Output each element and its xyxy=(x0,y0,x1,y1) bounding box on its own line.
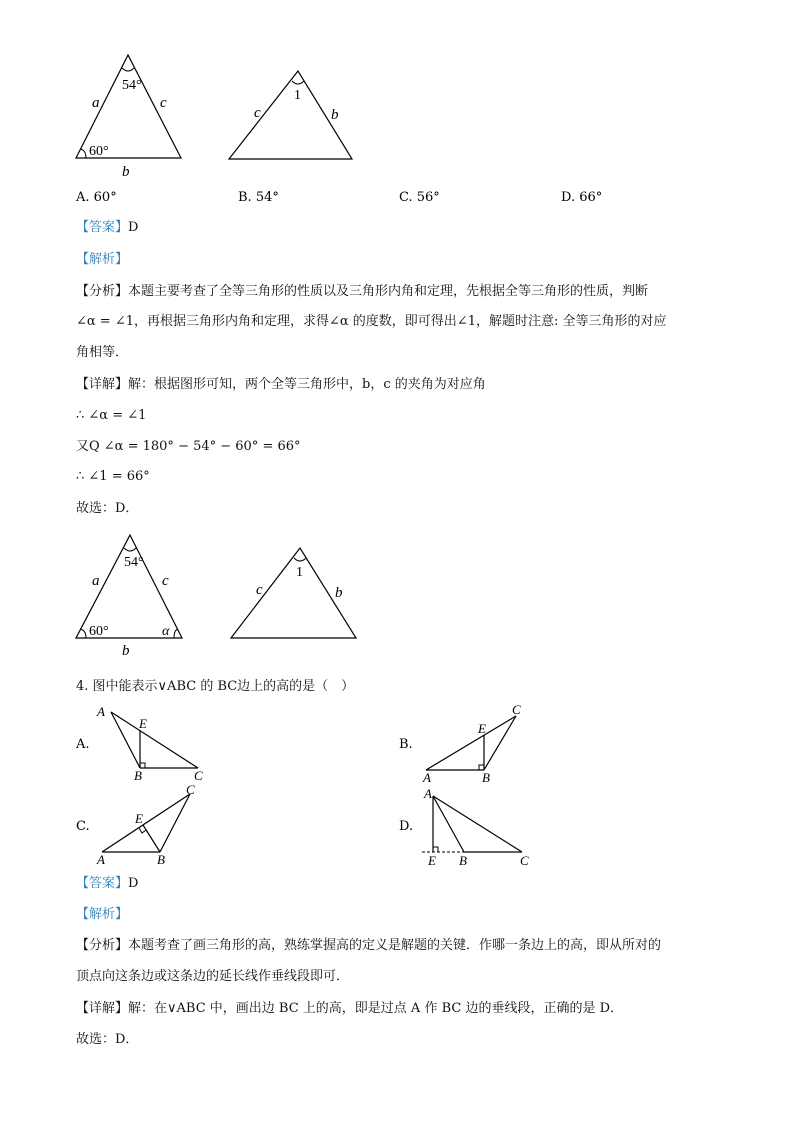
side-label-c: c xyxy=(162,573,169,589)
point-label-e: E xyxy=(135,811,143,826)
q4-figure-d xyxy=(418,784,542,870)
option-c: C. 56° xyxy=(399,190,440,205)
point-label-c: C xyxy=(512,702,521,717)
point-label-c: C xyxy=(194,768,203,783)
fenxi-text-1: 本题主要考查了全等三角形的性质以及三角形内角和定理，先根据全等三角形的性质，判断 xyxy=(128,284,649,299)
fenxi-line-2: ∠α = ∠1，再根据三角形内角和定理，求得∠α 的度数，即可得出∠1，解题时注意: 全等三角形的对应 xyxy=(76,314,667,329)
option-a: A. 60° xyxy=(76,190,117,205)
q4-analysis-tag: 【解析】 xyxy=(76,907,129,922)
side-label-b: b xyxy=(331,107,339,123)
point-label-b: B xyxy=(459,853,467,868)
side-label-b: b xyxy=(122,164,130,180)
side-label-b: b xyxy=(122,643,130,659)
q4-figure-b xyxy=(418,700,538,786)
figure-triangle-3 xyxy=(70,530,200,662)
option-b: B. 54° xyxy=(238,190,279,205)
point-label-b: B xyxy=(134,768,142,783)
figure-triangle-1 xyxy=(70,50,200,182)
step-2: 又Q ∠α = 180° − 54° − 60° = 66° xyxy=(76,439,301,454)
q4-option-b-label: B. xyxy=(399,737,413,752)
angle-label-1: 1 xyxy=(294,88,301,103)
angle-label-1: 1 xyxy=(296,565,303,580)
angle-label-60: 60° xyxy=(89,144,109,159)
point-label-a: A xyxy=(97,852,105,867)
q4-conclusion: 故选：D． xyxy=(76,1032,139,1047)
question-4: 4. 图中能表示∨ABC 的 BC边上的高的是（ ） xyxy=(76,679,355,694)
answer-line xyxy=(76,219,138,237)
detail-tag: 【详解】 xyxy=(76,1001,129,1016)
figure-triangle-4 xyxy=(224,542,364,646)
point-label-a: A xyxy=(97,704,105,719)
side-label-a: a xyxy=(92,95,100,111)
q4-fenxi-line-2: 顶点向这条边或这条边的延长线作垂线段即可． xyxy=(76,969,350,984)
step-1: ∴ ∠α = ∠1 xyxy=(76,408,147,423)
q4-figure-a xyxy=(92,700,212,786)
detail-text-1: 解：根据图形可知，两个全等三角形中，b，c 的夹角为对应角 xyxy=(128,377,486,392)
angle-label-54: 54° xyxy=(124,555,144,570)
step-3: ∴ ∠1 = 66° xyxy=(76,469,150,484)
q4-option-d-label: D. xyxy=(399,819,414,834)
option-d: D. 66° xyxy=(561,190,603,205)
fenxi-tag: 【分析】 xyxy=(76,938,129,953)
point-label-c: C xyxy=(186,782,195,797)
answer-value: D xyxy=(128,220,139,235)
q4-option-c-label: C. xyxy=(76,819,90,834)
q4-detail-line-1 xyxy=(76,1000,623,1018)
q4-fenxi-line-1 xyxy=(76,937,661,955)
angle-label-60: 60° xyxy=(89,624,109,639)
analysis-tag: 【解析】 xyxy=(76,252,129,267)
side-label-a: a xyxy=(92,573,100,589)
q4-figure-c xyxy=(92,782,212,870)
angle-label-alpha: α xyxy=(162,624,170,639)
fenxi-line-1 xyxy=(76,283,648,301)
fenxi-tag: 【分析】 xyxy=(76,284,129,299)
point-label-c: C xyxy=(520,853,529,868)
fenxi-line-3: 角相等． xyxy=(76,345,129,360)
point-label-b: B xyxy=(157,852,165,867)
side-label-b: b xyxy=(335,585,343,601)
point-label-b: B xyxy=(482,770,490,785)
detail-line-1 xyxy=(76,376,486,394)
point-label-e: E xyxy=(428,853,436,868)
side-label-c: c xyxy=(160,95,167,111)
point-label-e: E xyxy=(139,716,147,731)
point-label-e: E xyxy=(478,721,486,736)
answer-tag: 【答案】 xyxy=(76,876,129,891)
answer-value: D xyxy=(128,876,139,891)
angle-label-54: 54° xyxy=(122,78,142,93)
side-label-c: c xyxy=(256,582,263,598)
conclusion: 故选：D． xyxy=(76,501,139,516)
point-label-a: A xyxy=(423,770,431,785)
detail-tag: 【详解】 xyxy=(76,377,129,392)
point-label-a: A xyxy=(424,786,432,801)
figure-triangle-2 xyxy=(222,64,362,164)
q4-option-a-label: A. xyxy=(76,737,90,752)
detail-text-1: 解：在∨ABC 中，画出边 BC 上的高，即是过点 A 作 BC 边的垂线段，正确的是 D． xyxy=(128,1001,624,1016)
side-label-c: c xyxy=(254,105,261,121)
fenxi-text-1: 本题考查了画三角形的高，熟练掌握高的定义是解题的关键．作哪一条边上的高，即从所对的 xyxy=(128,938,662,953)
answer-tag: 【答案】 xyxy=(76,220,129,235)
q4-answer-line xyxy=(76,875,138,893)
